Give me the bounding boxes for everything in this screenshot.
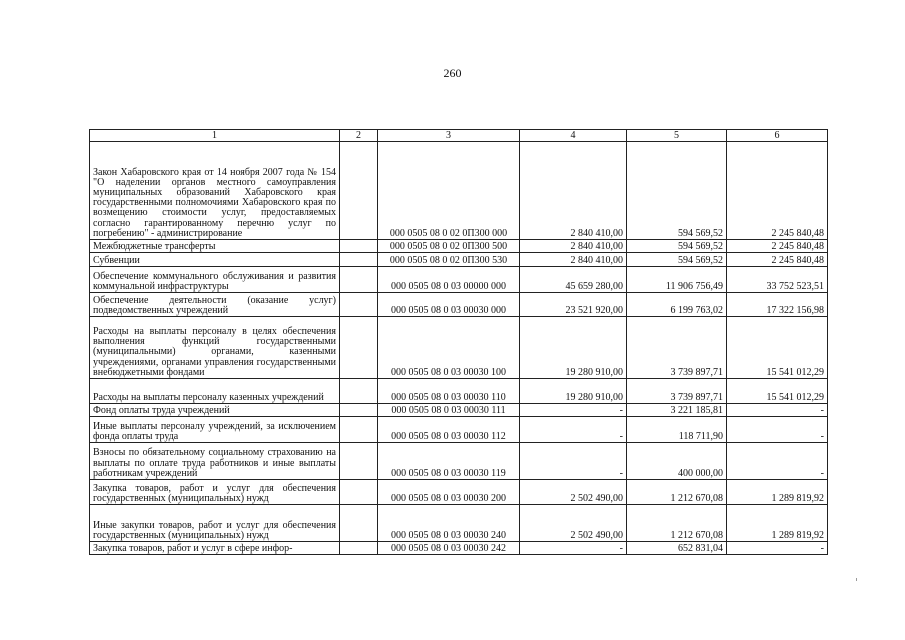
row-col6: 33 752 523,51 <box>727 267 828 293</box>
row-name: Иные выплаты персоналу учреждений, за исключением фонда оплаты труда <box>90 417 340 443</box>
row-col6: 2 245 840,48 <box>727 240 828 253</box>
row-col4: - <box>520 417 627 443</box>
row-col2 <box>340 317 378 379</box>
header-col-2: 2 <box>340 130 378 142</box>
table-row <box>90 404 828 417</box>
row-col5: 1 212 670,08 <box>627 505 727 542</box>
row-name: Расходы на выплаты персоналу в целях обеспечения выполнения функций государственными (муниципальными) органами, казенными учреждениями, органами управления государственными внебюджетными фондами <box>90 317 340 379</box>
table-row <box>90 142 828 240</box>
row-col2 <box>340 404 378 417</box>
row-col6: 15 541 012,29 <box>727 379 828 404</box>
row-col4: - <box>520 404 627 417</box>
table-row <box>90 240 828 253</box>
row-col5: 1 212 670,08 <box>627 480 727 505</box>
row-col4: 45 659 280,00 <box>520 267 627 293</box>
row-col5: 594 569,52 <box>627 253 727 267</box>
row-code: 000 0505 08 0 03 00030 112 <box>378 417 520 443</box>
row-col2 <box>340 142 378 240</box>
row-col4: 2 840 410,00 <box>520 142 627 240</box>
row-col5: 3 739 897,71 <box>627 379 727 404</box>
row-code: 000 0505 08 0 03 00030 200 <box>378 480 520 505</box>
row-col4: 19 280 910,00 <box>520 379 627 404</box>
row-col4: 2 502 490,00 <box>520 505 627 542</box>
row-col6: - <box>727 417 828 443</box>
row-col2 <box>340 480 378 505</box>
table-body <box>90 142 828 555</box>
row-code: 000 0505 08 0 03 00030 000 <box>378 293 520 317</box>
row-col5: 118 711,90 <box>627 417 727 443</box>
row-col2 <box>340 505 378 542</box>
row-code: 000 0505 08 0 03 00030 240 <box>378 505 520 542</box>
table-row <box>90 317 828 379</box>
row-col2 <box>340 240 378 253</box>
row-name: Закупка товаров, работ и услуг в сфере инфор- <box>90 542 340 555</box>
row-col4: 23 521 920,00 <box>520 293 627 317</box>
row-col5: 652 831,04 <box>627 542 727 555</box>
row-col4: 2 840 410,00 <box>520 253 627 267</box>
row-code: 000 0505 08 0 02 0П300 500 <box>378 240 520 253</box>
row-col6: 1 289 819,92 <box>727 480 828 505</box>
row-col4: 19 280 910,00 <box>520 317 627 379</box>
row-col6: 2 245 840,48 <box>727 142 828 240</box>
table-row <box>90 253 828 267</box>
row-col6: 15 541 012,29 <box>727 317 828 379</box>
row-name: Межбюджетные трансферты <box>90 240 340 253</box>
row-name: Взносы по обязательному социальному страхованию на выплаты по оплате труда работников и иные выплаты работникам учреждений <box>90 443 340 480</box>
table-row <box>90 417 828 443</box>
row-col5: 3 739 897,71 <box>627 317 727 379</box>
header-col-6: 6 <box>727 130 828 142</box>
row-col2 <box>340 293 378 317</box>
row-name: Субвенции <box>90 253 340 267</box>
table-row <box>90 293 828 317</box>
header-col-1: 1 <box>90 130 340 142</box>
row-name: Закон Хабаровского края от 14 ноября 2007 года № 154 "О наделении органов местного самоуправления муниципальных образований Хабаровского края государственными полномочиями Хабаровского края по возмещению стоимости услуг, предоставляемых согласно гарантированному перечню услуг по погребению" - администрирование <box>90 142 340 240</box>
table-row <box>90 443 828 480</box>
row-name: Фонд оплаты труда учреждений <box>90 404 340 417</box>
row-col5: 400 000,00 <box>627 443 727 480</box>
row-code: 000 0505 08 0 03 00000 000 <box>378 267 520 293</box>
row-col6: 1 289 819,92 <box>727 505 828 542</box>
row-code: 000 0505 08 0 03 00030 100 <box>378 317 520 379</box>
row-code: 000 0505 08 0 03 00030 111 <box>378 404 520 417</box>
row-code: 000 0505 08 0 03 00030 242 <box>378 542 520 555</box>
row-col5: 3 221 185,81 <box>627 404 727 417</box>
table-row <box>90 505 828 542</box>
row-col5: 594 569,52 <box>627 240 727 253</box>
row-code: 000 0505 08 0 02 0П300 000 <box>378 142 520 240</box>
row-col2 <box>340 253 378 267</box>
row-col2 <box>340 542 378 555</box>
row-col4: 2 840 410,00 <box>520 240 627 253</box>
scan-artifact-mark <box>856 578 857 581</box>
row-col6: - <box>727 443 828 480</box>
row-col4: - <box>520 542 627 555</box>
row-col6: - <box>727 542 828 555</box>
row-name: Обеспечение коммунального обслуживания и развития коммунальной инфраструктуры <box>90 267 340 293</box>
header-col-3: 3 <box>378 130 520 142</box>
row-col2 <box>340 267 378 293</box>
row-name: Закупка товаров, работ и услуг для обеспечения государственных (муниципальных) нужд <box>90 480 340 505</box>
header-col-4: 4 <box>520 130 627 142</box>
header-col-5: 5 <box>627 130 727 142</box>
table-row <box>90 267 828 293</box>
budget-table <box>89 129 828 555</box>
row-col5: 594 569,52 <box>627 142 727 240</box>
row-col2 <box>340 379 378 404</box>
row-code: 000 0505 08 0 02 0П300 530 <box>378 253 520 267</box>
row-name: Иные закупки товаров, работ и услуг для обеспечения государственных (муниципальных) нужд <box>90 505 340 542</box>
table-row <box>90 379 828 404</box>
row-col5: 11 906 756,49 <box>627 267 727 293</box>
row-name: Расходы на выплаты персоналу казенных учреждений <box>90 379 340 404</box>
row-col2 <box>340 417 378 443</box>
row-col2 <box>340 443 378 480</box>
row-col6: 17 322 156,98 <box>727 293 828 317</box>
row-code: 000 0505 08 0 03 00030 119 <box>378 443 520 480</box>
row-col6: - <box>727 404 828 417</box>
row-col5: 6 199 763,02 <box>627 293 727 317</box>
table-row <box>90 542 828 555</box>
row-col4: - <box>520 443 627 480</box>
table-row <box>90 480 828 505</box>
row-col6: 2 245 840,48 <box>727 253 828 267</box>
row-code: 000 0505 08 0 03 00030 110 <box>378 379 520 404</box>
page-number: 260 <box>443 66 462 80</box>
row-col4: 2 502 490,00 <box>520 480 627 505</box>
header-row <box>90 130 828 142</box>
row-name: Обеспечение деятельности (оказание услуг) подведомственных учреждений <box>90 293 340 317</box>
